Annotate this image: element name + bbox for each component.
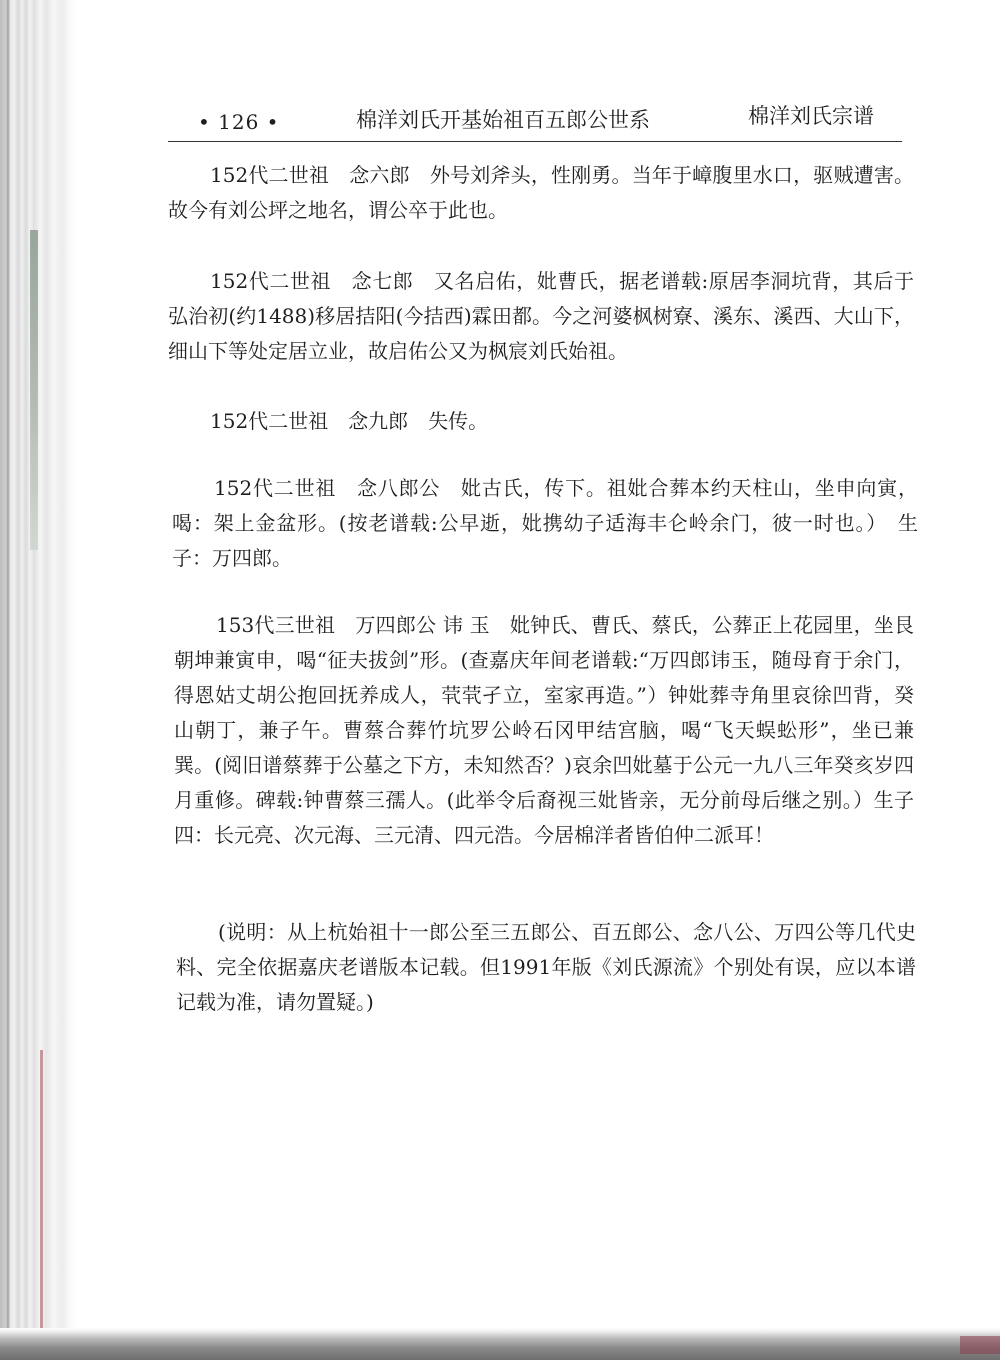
book-spine-edge — [0, 0, 78, 1360]
note-text: (说明：从上杭始祖十一郎公至三五郎公、百五郎公、念八公、万四公等几代史料、完全依据嘉庆老谱版本记载。但1991年版《刘氏源流》个别处有误，应以本谱记载为准，请勿置疑。) — [176, 920, 916, 1014]
page-number: • 126 • — [198, 110, 280, 134]
genealogy-entry-nian-ba-lang — [172, 471, 918, 576]
entry-heading: 152代二世祖 念七郎 — [210, 269, 414, 293]
entry-heading: 152代二世祖 念八郎公 — [214, 476, 441, 500]
scan-bottom-edge — [0, 1328, 1000, 1360]
genealogy-entry-nian-liu-lang — [168, 158, 914, 228]
genealogy-entry-nian-jiu-lang — [168, 404, 914, 439]
running-header — [168, 98, 902, 138]
entry-heading: 153代三世祖 万四郎公 讳 玉 — [216, 613, 490, 637]
chapter-title: 棉洋刘氏开基始祖百五郎公世系 — [356, 108, 650, 132]
entry-text: 又名启佑，妣曹氏，据老谱载:原居李洞坑背，其后于弘治初(约1488)移居拮阳(今拮西)霖田都。今之河婆枫树寮、溪东、溪西、大山下，细山下等处定居立业，故启佑公又为枫宸刘氏始祖。 — [168, 269, 914, 363]
scan-bottom-mark — [960, 1336, 1000, 1354]
genealogy-entry-wan-si-lang — [174, 608, 914, 853]
entry-heading: 152代二世祖 念六郎 — [210, 163, 410, 187]
entry-text: 外号刘斧头，性刚勇。当年于嶂腹里水口，驱贼遭害。故今有刘公坪之地名，谓公卒于此也。 — [168, 163, 914, 222]
entry-text: 失传。 — [408, 409, 489, 433]
book-title: 棉洋刘氏宗谱 — [748, 104, 874, 128]
genealogy-entry-nian-qi-lang — [168, 264, 914, 369]
explanatory-note — [176, 915, 916, 1020]
entry-text: 妣古氏，传下。祖妣合葬本约天柱山，坐申向寅，喝：架上金盆形。(按老谱载:公早逝，妣携幼子适海丰仑岭余门，彼一时也。） 生子：万四郎。 — [172, 476, 918, 570]
entry-text: 妣钟氏、曹氏、蔡氏，公葬正上花园里，坐艮朝坤兼寅申，喝“征夫拔剑”形。(查嘉庆年间老谱载:“万四郎讳玉，随母育于余门，得恩姑丈胡公抱回抚养成人，茕茕孑立，室家再造。”）钟妣葬寺角里哀徐凹背，癸山朝丁，兼子午。曹蔡合葬竹坑罗公岭石冈甲结宫脑，喝“飞天蜈蚣形”，坐已兼巽。(阅旧谱蔡葬于公墓之下方，未知然否？)哀余凹妣墓于公元一九八三年癸亥岁四月重修。碑载:钟曹蔡三孺人。(此举令后裔视三妣皆亲，无分前母后继之别。）生子四：长元亮、次元海、三元清、四元浩。今居棉洋者皆伯仲二派耳！ — [174, 613, 915, 847]
entry-heading: 152代二世祖 念九郎 — [210, 409, 409, 433]
spine-mark — [30, 230, 38, 550]
spine-red-edge — [40, 1050, 43, 1340]
header-rule — [168, 141, 902, 142]
